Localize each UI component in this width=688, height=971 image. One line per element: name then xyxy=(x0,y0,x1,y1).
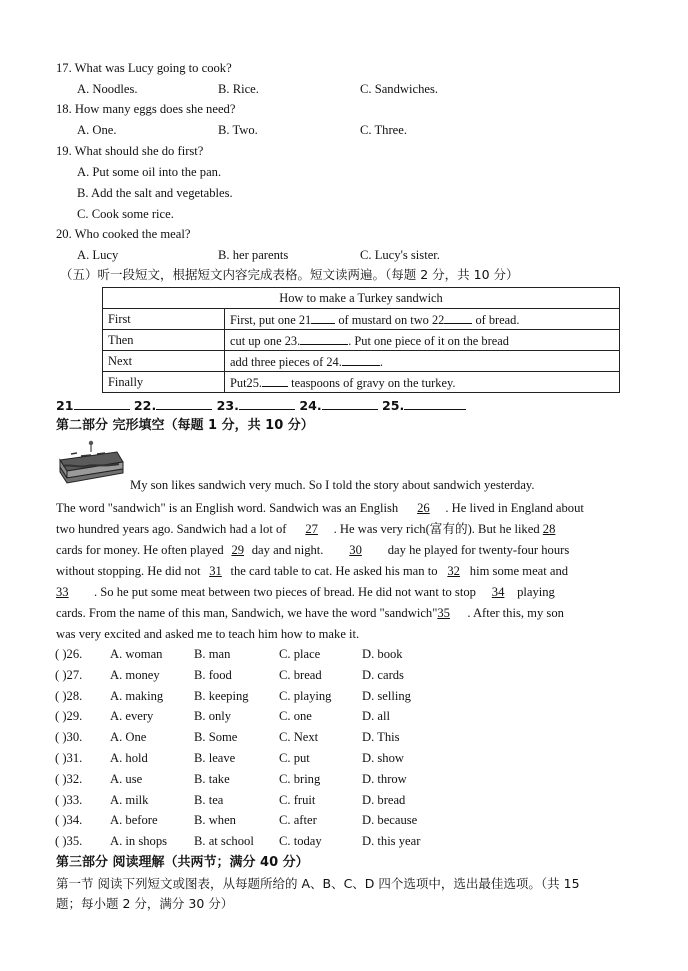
answer-label-21: 21 xyxy=(56,398,74,413)
question-number[interactable]: ( )30. xyxy=(55,730,83,745)
option-d: D. cards xyxy=(362,667,404,682)
passage-line-4: without stopping. He did not 31 the card table to cat. He asked his man to 32 him some meat and xyxy=(56,564,569,578)
question-20-stem: 20. Who cooked the meal? xyxy=(56,227,191,241)
option-b: B. Some xyxy=(194,730,238,745)
question-number[interactable]: ( )34. xyxy=(55,813,83,828)
option-d: D. because xyxy=(362,813,418,828)
question-17-stem: 17. What was Lucy going to cook? xyxy=(56,61,232,75)
answer-line-21-25 xyxy=(56,397,466,414)
turkey-sandwich-table xyxy=(102,287,620,393)
blank-26[interactable]: 26 xyxy=(417,501,430,515)
question-number[interactable]: ( )29. xyxy=(55,709,83,724)
question-number[interactable]: ( )35. xyxy=(55,834,83,849)
option-c: C. fruit xyxy=(279,792,316,807)
option-c: C. one xyxy=(279,709,312,724)
blank-33[interactable]: 33 xyxy=(56,585,69,599)
option-b: B. tea xyxy=(194,792,224,807)
question-number[interactable]: ( )32. xyxy=(55,771,83,786)
question-19-option-a: A. Put some oil into the pan. xyxy=(77,165,222,179)
listening-section-5-instruction: （五）听一段短文，根据短文内容完成表格。短文读两遍。（每题 2 分，共 10 分） xyxy=(60,267,519,282)
passage-line-6: cards. From the name of this man, Sandwich, we have the word "sandwich"35 . After this, my son xyxy=(56,606,564,620)
option-c: C. place xyxy=(279,647,321,661)
option-a: A. One xyxy=(110,730,147,745)
option-a: A. milk xyxy=(110,792,149,807)
option-b: B. food xyxy=(194,667,232,682)
option-c: C. bread xyxy=(279,667,322,682)
blank-28[interactable]: 28 xyxy=(542,522,556,536)
option-a: A. before xyxy=(110,813,158,828)
answer-blank-23[interactable] xyxy=(239,397,295,410)
blank-22[interactable] xyxy=(444,311,472,324)
option-b: B. only xyxy=(194,709,232,724)
option-d: D. bread xyxy=(362,792,406,807)
table-title: How to make a Turkey sandwich xyxy=(103,288,620,309)
table-title-row xyxy=(103,288,620,309)
question-number[interactable]: ( )28. xyxy=(55,688,83,703)
step-text: Put25. teaspoons of gravy on the turkey. xyxy=(225,372,620,393)
answer-label-25: 25. xyxy=(382,398,405,413)
passage-line-1: The word "sandwich" is an English word. Sandwich was an English 26 . He lived in England about xyxy=(56,501,584,515)
question-20-option-a: A. Lucy xyxy=(77,248,119,262)
option-d: D. show xyxy=(362,751,404,765)
question-number[interactable]: ( )27. xyxy=(55,667,83,682)
answer-blank-21[interactable] xyxy=(74,397,130,410)
option-b: B. take xyxy=(194,771,230,786)
option-a: A. hold xyxy=(110,751,148,765)
part2-intro: My son likes sandwich very much. So I told the story about sandwich yesterday. xyxy=(130,478,535,492)
question-19-stem: 19. What should she do first? xyxy=(56,144,204,158)
blank-23[interactable] xyxy=(300,332,348,345)
answer-label-24: 24. xyxy=(299,398,322,413)
part2-heading: 第二部分 完形填空（每题 1 分，共 10 分） xyxy=(56,418,314,433)
question-20-option-b: B. her parents xyxy=(218,248,289,262)
step-text: cut up one 23. . Put one piece of it on the bread xyxy=(225,330,620,351)
option-d: D. throw xyxy=(362,771,407,786)
option-a: A. money xyxy=(110,667,160,682)
answer-blank-24[interactable] xyxy=(322,397,378,410)
option-c: C. Next xyxy=(279,730,319,745)
blank-29[interactable]: 29 xyxy=(231,543,245,557)
option-b: B. keeping xyxy=(194,688,249,703)
option-d: D. book xyxy=(362,647,403,661)
option-c: C. bring xyxy=(279,771,321,786)
blank-25[interactable] xyxy=(262,374,288,387)
blank-27[interactable]: 27 xyxy=(305,522,318,536)
question-17-option-b: B. Rice. xyxy=(218,82,259,96)
blank-31[interactable]: 31 xyxy=(209,564,222,578)
step-text: First, put one 21 of mustard on two 22 of bread. xyxy=(225,309,620,330)
answer-label-22: 22. xyxy=(133,398,157,413)
option-d: D. selling xyxy=(362,688,411,703)
answer-blank-22[interactable] xyxy=(156,397,212,410)
option-d: D. This xyxy=(362,730,400,745)
option-a: A. in shops xyxy=(110,834,168,849)
question-20-option-c: C. Lucy's sister. xyxy=(360,248,440,262)
blank-34[interactable]: 34 xyxy=(491,585,505,599)
table-row xyxy=(103,372,620,393)
step-label: First xyxy=(103,309,225,330)
option-b: B. at school xyxy=(194,834,254,849)
option-a: A. woman xyxy=(110,647,163,661)
table-row xyxy=(103,330,620,351)
option-b: B. when xyxy=(194,813,236,828)
option-c: C. after xyxy=(279,813,317,828)
table-row xyxy=(103,309,620,330)
answer-blank-25[interactable] xyxy=(404,397,466,410)
passage-line-7: was very excited and asked me to teach him how to make it. xyxy=(56,627,360,641)
step-label: Finally xyxy=(103,372,225,393)
table-row xyxy=(103,351,620,372)
sandwich-picture-icon xyxy=(57,440,127,490)
question-17-option-a: A. Noodles. xyxy=(77,82,138,96)
question-18-option-c: C. Three. xyxy=(360,123,407,137)
option-c: C. playing xyxy=(279,688,332,703)
question-number[interactable]: ( )26. xyxy=(55,647,83,661)
question-19-option-b: B. Add the salt and vegetables. xyxy=(77,186,233,200)
option-c: C. today xyxy=(279,834,322,849)
option-a: A. use xyxy=(110,771,143,786)
blank-30[interactable]: 30 xyxy=(349,543,362,557)
blank-24[interactable] xyxy=(342,353,380,366)
passage-line-2: two hundred years ago. Sandwich had a lot of 27 . He was very rich(富有的). But he liked 28 xyxy=(56,522,556,536)
part3-section1-instruction-line-2: 题；每小题 2 分，满分 30 分） xyxy=(56,896,234,911)
option-d: D. all xyxy=(362,709,390,724)
question-17-option-c: C. Sandwiches. xyxy=(360,82,439,96)
step-label: Then xyxy=(103,330,225,351)
question-18-stem: 18. How many eggs does she need? xyxy=(56,102,236,116)
part3-heading: 第三部分 阅读理解（共两节；满分 40 分） xyxy=(56,855,309,870)
question-18-option-b: B. Two. xyxy=(218,123,258,137)
option-a: A. every xyxy=(110,709,154,724)
question-19-option-c: C. Cook some rice. xyxy=(77,207,174,221)
question-number[interactable]: ( )31. xyxy=(55,751,83,765)
step-label: Next xyxy=(103,351,225,372)
blank-32[interactable]: 32 xyxy=(447,564,460,578)
step-text: add three pieces of 24. . xyxy=(225,351,620,372)
option-b: B. man xyxy=(194,647,231,661)
option-c: C. put xyxy=(279,751,310,765)
passage-line-5: 33 . So he put some meat between two pieces of bread. He did not want to stop 34 playing xyxy=(56,585,555,599)
blank-35[interactable]: 35 xyxy=(437,606,450,620)
option-b: B. leave xyxy=(194,751,236,765)
answer-label-23: 23. xyxy=(216,398,239,413)
question-number[interactable]: ( )33. xyxy=(55,792,83,807)
option-d: D. this year xyxy=(362,834,421,849)
question-18-option-a: A. One. xyxy=(77,123,117,137)
blank-21[interactable] xyxy=(311,311,335,324)
part3-section1-instruction-line-1: 第一节 阅读下列短文或图表，从每题所给的 A、B、C、D 四个选项中，选出最佳选项。（共 15 xyxy=(56,876,580,891)
passage-line-3: cards for money. He often played 29 day and night. 30 day he played for twenty-four hours xyxy=(56,543,570,557)
option-a: A. making xyxy=(110,688,164,703)
